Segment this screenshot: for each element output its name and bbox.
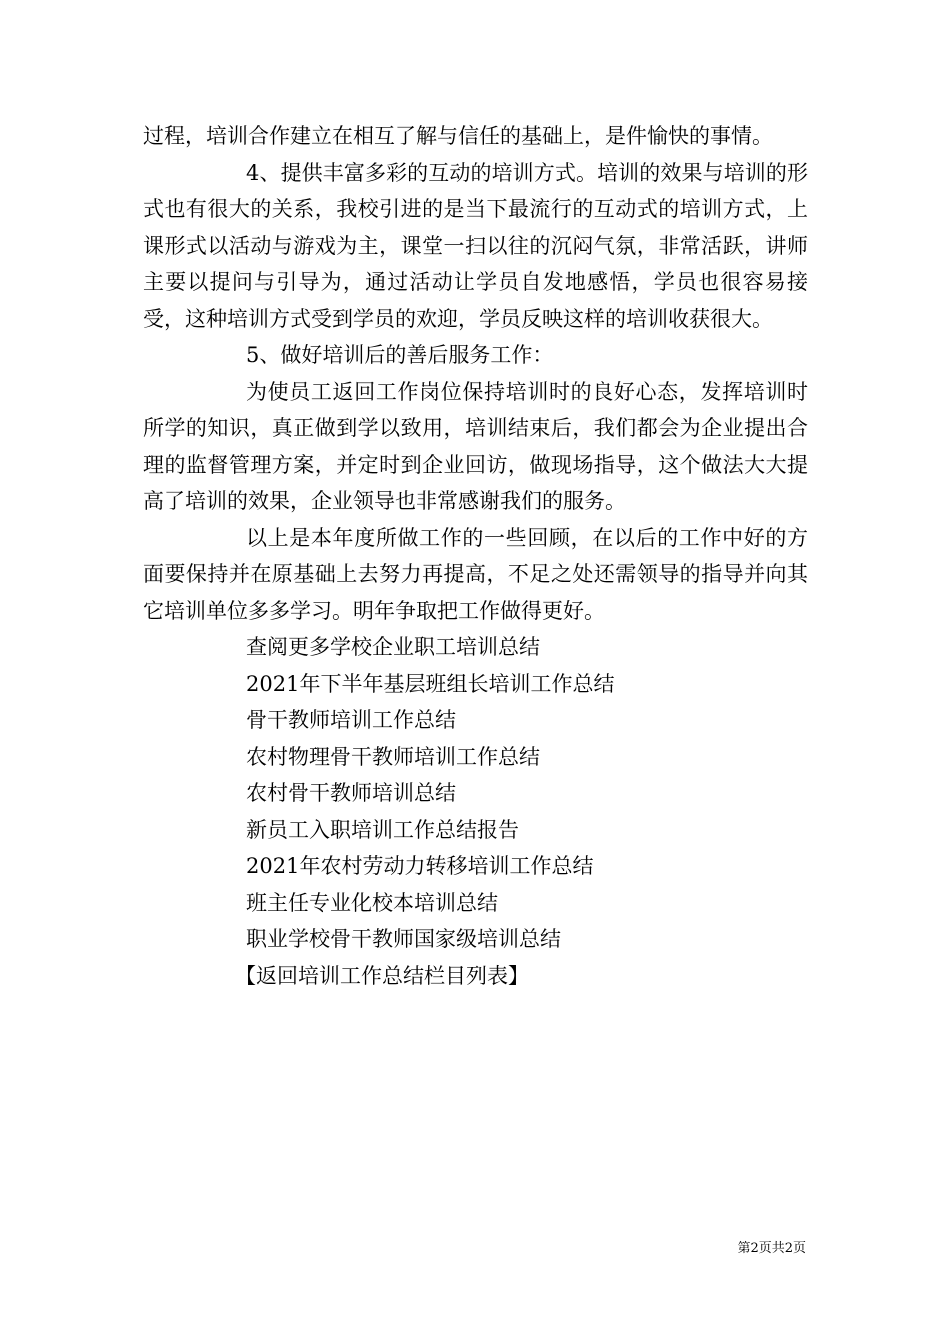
related-links-list xyxy=(143,629,808,958)
related-link-vocational-school[interactable]: 职业学校骨干教师国家级培训总结 xyxy=(246,927,561,951)
related-link-rural-physics[interactable]: 农村物理骨干教师培训工作总结 xyxy=(246,744,540,769)
back-to-list-link[interactable]: 【返回培训工作总结栏目列表】 xyxy=(235,963,529,988)
paragraph-conclusion: 以上是本年度所做工作的一些回顾，在以后的工作中好的方面要保持并在原基础上去努力再提高，不足之处还需领导的指导并向其它培训单位多多学习。明年争取把工作做得更好。 xyxy=(143,525,808,623)
related-link-rural-labor[interactable]: 2021年农村劳动力转移培训工作总结 xyxy=(246,854,594,878)
related-link-key-teacher[interactable]: 骨干教师培训工作总结 xyxy=(246,708,456,732)
related-link-class-teacher[interactable]: 班主任专业化校本培训总结 xyxy=(246,890,498,915)
page-number-footer: 第2页共2页 xyxy=(737,1241,806,1256)
related-link-more[interactable]: 查阅更多学校企业职工培训总结 xyxy=(246,635,540,659)
related-link-rural-key-teacher[interactable]: 农村骨干教师培训总结 xyxy=(246,781,456,805)
paragraph-after-service: 为使员工返回工作岗位保持培训时的良好心态，发挥培训时所学的知识，真正做到学以致用，培训结束后，我们都会为企业提出合理的监督管理方案，并定时到企业回访，做现场指导，这个做法大大提高了培训的效果，企业领导也非常感谢我们的服务。 xyxy=(143,379,808,513)
related-link-new-employee[interactable]: 新员工入职培训工作总结报告 xyxy=(246,817,519,842)
paragraph-continuation: 过程，培训合作建立在相互了解与信任的基础上，是件愉快的事情。 xyxy=(143,124,773,148)
paragraph-point-4: 4、提供丰富多彩的互动的培训方式。培训的效果与培训的形式也有很大的关系，我校引进的是当下最流行的互动式的培训方式，上课形式以活动与游戏为主，课堂一扫以往的沉闷气氛，非常活跃，讲师主要以提问与引导为，通过活动让学员自发地感悟，学员也很容易接受，这种培训方式受到学员的欢迎，学员反映这样的培训收获很大。 xyxy=(143,160,808,331)
paragraph-point-5-heading: 5、做好培训后的善后服务工作： xyxy=(246,343,554,367)
related-link-team-leader[interactable]: 2021年下半年基层班组长培训工作总结 xyxy=(246,671,615,696)
document-body xyxy=(143,118,808,994)
